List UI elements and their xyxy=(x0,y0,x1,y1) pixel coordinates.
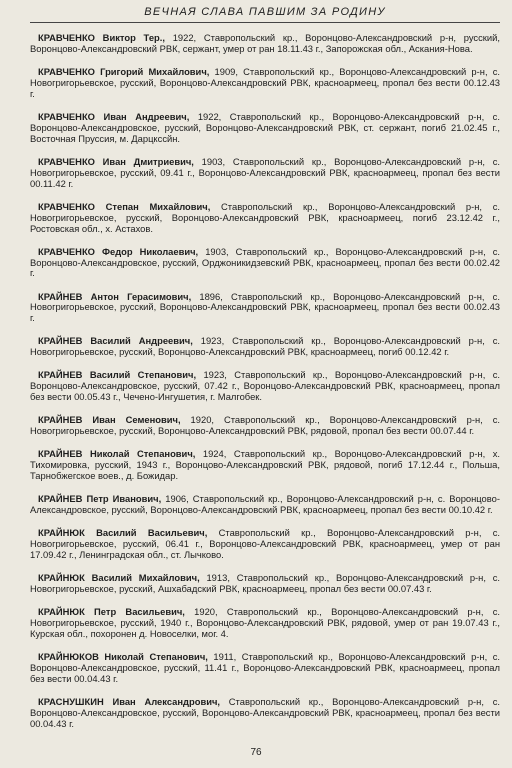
list-item xyxy=(30,697,500,730)
list-item xyxy=(30,573,500,595)
entry-details: 1924, Ставропольский кр., Воронцово-Александровский р-н, х. Тихомировка, русский, 1943 г., Воронцово-Александровский РВК, рядовой, погиб 17.12.44 г., Польша, Тарнобжегское воев., д. Божидар. xyxy=(30,448,501,482)
entry-details: 1909, Ставропольский кр., Воронцово-Александровский р-н, с. Новогригорьевское, русский, Воронцово-Александровский РВК, красноармеец, пропал без вести 00.12.43 г. xyxy=(30,66,500,99)
entry-details: 1911, Ставропольский кр., Воронцово-Александровский р-н, с. Воронцово-Александровское, русский, 11.41 г., Воронцово-Александровский РВК, красноармеец, пропал без вести 00.04.43 г. xyxy=(30,651,501,684)
entry-details: 1903, Ставропольский кр., Воронцово-Александровский р-н, с. Новогригорьевское, русский, 09.41 г., Воронцово-Александровский РВК, красноармеец, пропал без вести 00.11.42 г. xyxy=(30,155,500,189)
entry-name: КРАЙНЕВ Василий Степанович, xyxy=(38,369,197,381)
entry-name: КРАСНУШКИН Иван Александрович, xyxy=(38,695,221,707)
entry-name: КРАЙНЕВ Иван Семенович, xyxy=(38,414,181,426)
page-number: 76 xyxy=(250,747,262,758)
entry-details: 1920, Ставропольский кр., Воронцово-Александровский р-н, с. Новогригорьевское, русский, 1940 г., Воронцово-Александровский РВК, рядовой, умер от ран 19.07.43 г., Курская обл., похоронен д. Новоселки, мог. 4. xyxy=(30,606,500,639)
entry-name: КРАЙНЕВ Петр Иванович, xyxy=(38,493,162,505)
entry-details: Ставропольский кр., Воронцово-Александровский р-н, с. Воронцово-Александровское, русский, Воронцово-Александровский РВК, красноармеец, пропал без вести 00.04.43 г. xyxy=(30,695,500,729)
entry-name: КРАВЧЕНКО Григорий Михайлович, xyxy=(38,66,210,77)
list-item xyxy=(30,247,500,280)
entry-name: КРАЙНЮКОВ Николай Степанович, xyxy=(38,651,208,663)
running-header: ВЕЧНАЯ СЛАВА ПАВШИМ ЗА РОДИНУ xyxy=(144,6,386,18)
list-item xyxy=(30,202,500,235)
list-item xyxy=(30,292,500,325)
entry-details: 1906, Ставропольский кр., Воронцово-Александровский р-н, с. Воронцово-Александровское, русский, Воронцово-Александровский РВК, красноармеец, пропал без вести 00.10.42 г. xyxy=(30,493,500,516)
entry-details: 1903, Ставропольский кр., Воронцово-Александровский р-н, с. Воронцово-Александровское, русский, Орджоникидзевский РВК, красноармеец, пропал без вести 00.02.42 г. xyxy=(30,245,500,279)
entry-details: 1923, Ставропольский кр., Воронцово-Александровский р-н, с. Новогригорьевское, русский, Воронцово-Александровский РВК, красноармеец, погиб 00.12.42 г. xyxy=(30,335,500,358)
entry-details: 1922, Ставропольский кр., Воронцово-Александровский р-н, с. Воронцово-Александровское, русский, Воронцово-Александровский РВК, ст. сержант, погиб 21.02.45 г., Восточная Пруссия, м. Дарцкссйн. xyxy=(30,110,500,144)
entry-name: КРАЙНЕВ Антон Герасимович, xyxy=(38,290,192,302)
entry-name: КРАЙНЕВ Николай Степанович, xyxy=(38,448,196,460)
entry-name: КРАЙНЮК Василий Васильевич, xyxy=(38,527,208,539)
entry-details: Ставропольский кр., Воронцово-Александровский р-н, с. Новогригорьевское, русский, Воронцово-Александровский РВК, красноармеец, погиб 23.12.42 г., Ростовская обл., х. Астахов. xyxy=(30,200,500,234)
entry-name: КРАЙНЕВ Василий Андреевич, xyxy=(38,335,193,347)
list-item xyxy=(30,652,500,685)
entry-list xyxy=(30,33,500,742)
list-item xyxy=(30,528,500,561)
list-item xyxy=(30,336,500,358)
list-item xyxy=(30,415,500,437)
entry-details: 1913, Ставропольский кр., Воронцово-Александровский р-н, с. Новогригорьевское, русский, Ашхабадский РВК, красноармеец, пропал без вести 00.07.43 г. xyxy=(30,572,500,595)
entry-details: 1920, Ставропольский кр., Воронцово-Александровский р-н, с. Новогригорьевское, русский, Воронцово-Александровский РВК, рядовой, пропал без вести 00.07.44 г. xyxy=(30,414,500,437)
entry-name: КРАВЧЕНКО Степан Михайлович, xyxy=(38,200,211,212)
entry-name: КРАЙНЮК Петр Васильевич, xyxy=(38,606,185,618)
entry-details: 1923, Ставропольский кр., Воронцово-Александровский р-н, с. Воронцово-Александровское, русский, 07.42 г., Воронцово-Александровский РВК, красноармеец, пропал без вести 00.05.43 г., Чечено-Ингушетия, г. Малгобек. xyxy=(30,369,500,403)
list-item xyxy=(30,449,500,482)
entry-details: 1896, Ставропольский кр., Воронцово-Александровский р-н, с. Новогригорьевское, русский, Воронцово-Александровский РВК, красноармеец, пропал без вести 00.02.43 г. xyxy=(30,290,500,324)
list-item xyxy=(30,112,500,145)
entry-name: КРАЙНЮК Василий Михайлович, xyxy=(38,572,200,584)
entry-name: КРАВЧЕНКО Виктор Тер., xyxy=(38,32,165,43)
list-item xyxy=(30,607,500,640)
list-item xyxy=(30,157,500,190)
entry-name: КРАВЧЕНКО Иван Дмитриевич, xyxy=(38,155,194,167)
list-item xyxy=(30,370,500,403)
list-item xyxy=(30,33,500,55)
list-item xyxy=(30,494,500,516)
list-item xyxy=(30,67,500,100)
entry-name: КРАВЧЕНКО Иван Андреевич, xyxy=(38,110,190,122)
entry-name: КРАВЧЕНКО Федор Николаевич, xyxy=(38,245,199,257)
entry-details: Ставропольский кр., Воронцово-Александровский р-н, с. Новогригорьевское, русский, 06.41 г., Воронцово-Александровский РВК, красноармеец, умер от ран 17.09.42 г., Ленинградская обл., ст. Лычково. xyxy=(30,527,500,561)
entry-details: 1922, Ставропольский кр., Воронцово-Александровский р-н, русский, Воронцово-Александровский РВК, сержант, умер от ран 18.11.43 г., Запорожская обл., Аскания-Нова. xyxy=(30,32,500,54)
header-rule xyxy=(30,22,500,23)
